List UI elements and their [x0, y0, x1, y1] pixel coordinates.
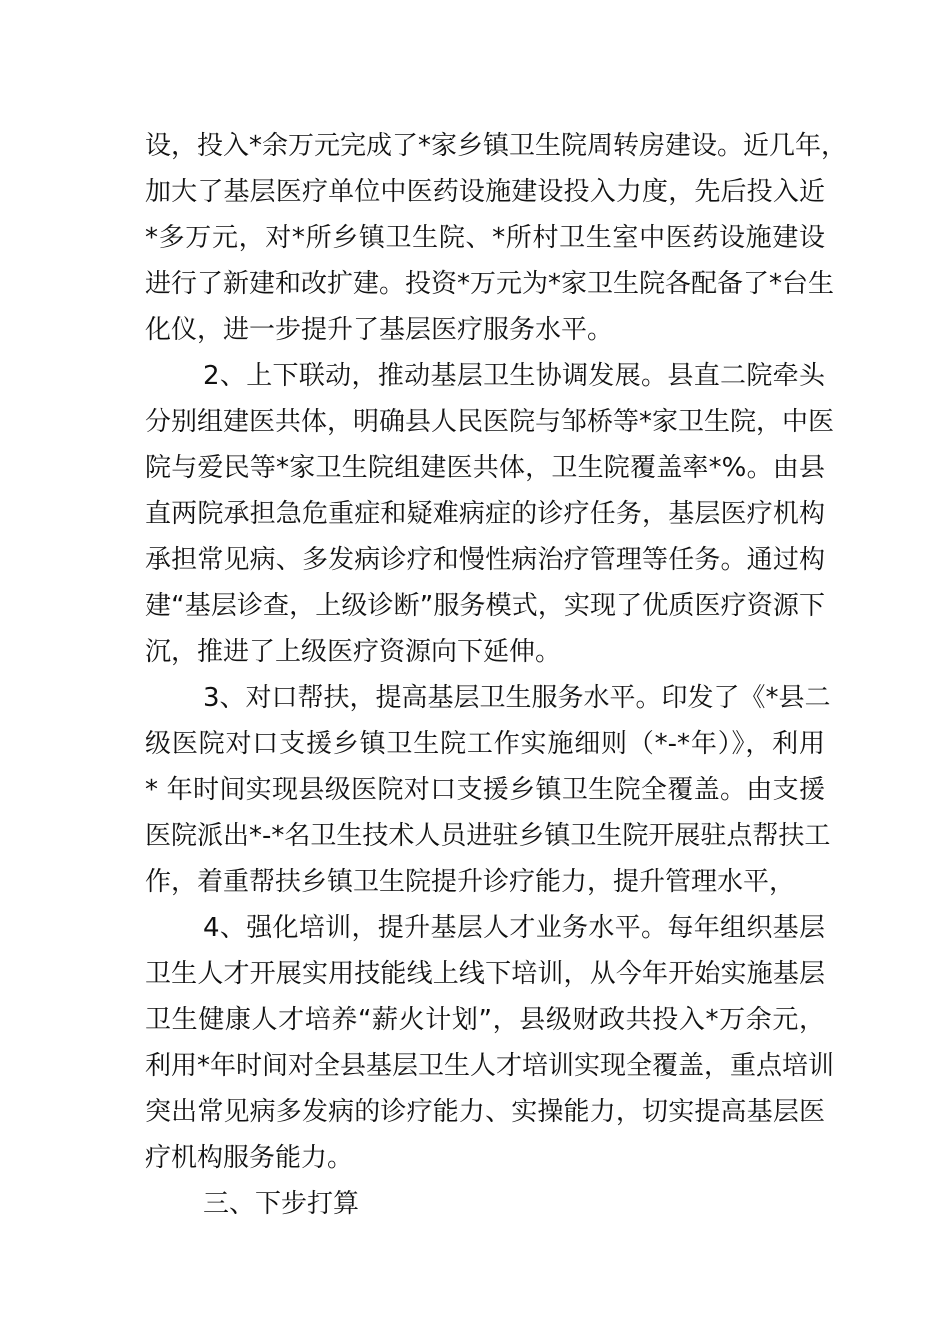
- text-line: 级医院对口支援乡镇卫生院工作实施细则（*-*年）》，利用: [145, 729, 825, 759]
- text-line: 突出常见病多发病的诊疗能力、实操能力，切实提高基层医: [145, 1097, 825, 1127]
- text-line: 设，投入*余万元完成了*家乡镇卫生院周转房建设。近几年，: [145, 131, 848, 161]
- text-line: 加大了基层医疗单位中医药设施建设投入力度，先后投入近: [145, 177, 825, 207]
- text-line: 化仪，进一步提升了基层医疗服务水平。: [145, 315, 614, 345]
- text-line: 作，着重帮扶乡镇卫生院提升诊疗能力，提升管理水平，: [145, 867, 796, 897]
- text-line: 直两院承担急危重症和疑难病症的诊疗任务，基层医疗机构: [145, 499, 825, 529]
- section-heading: 三、下步打算: [203, 1189, 360, 1219]
- text-line: 建“基层诊查，上级诊断”服务模式，实现了优质医疗资源下: [145, 591, 825, 621]
- text-line: 卫生健康人才培养“薪火计划”，县级财政共投入*万余元，: [145, 1005, 825, 1035]
- text-line: 利用*年时间对全县基层卫生人才培训实现全覆盖，重点培训: [145, 1051, 835, 1081]
- text-line: 分别组建医共体，明确县人民医院与邹桥等*家卫生院，中医: [145, 407, 835, 437]
- text-line: 卫生人才开展实用技能线上线下培训，从今年开始实施基层: [145, 959, 825, 989]
- text-line: 医院派出*-*名卫生技术人员进驻乡镇卫生院开展驻点帮扶工: [145, 821, 831, 851]
- text-line: 沉，推进了上级医疗资源向下延伸。: [145, 637, 562, 667]
- text-line: 疗机构服务能力。: [145, 1143, 354, 1173]
- paragraph-heading-line: 2、上下联动，推动基层卫生协调发展。县直二院牵头: [203, 361, 825, 391]
- paragraph-heading-line: 3、对口帮扶，提高基层卫生服务水平。印发了《*县二: [203, 683, 831, 713]
- text-line: * 年时间实现县级医院对口支援乡镇卫生院全覆盖。由支援: [145, 775, 825, 805]
- text-line: 承担常见病、多发病诊疗和慢性病治疗管理等任务。通过构: [145, 545, 825, 575]
- paragraph-heading-line: 4、强化培训，提升基层人才业务水平。每年组织基层: [203, 913, 825, 943]
- text-line: 进行了新建和改扩建。投资*万元为*家卫生院各配备了*台生: [145, 269, 835, 299]
- text-line: 院与爱民等*家卫生院组建医共体，卫生院覆盖率*%。由县: [145, 453, 825, 483]
- text-line: *多万元，对*所乡镇卫生院、*所村卫生室中医药设施建设: [145, 223, 825, 253]
